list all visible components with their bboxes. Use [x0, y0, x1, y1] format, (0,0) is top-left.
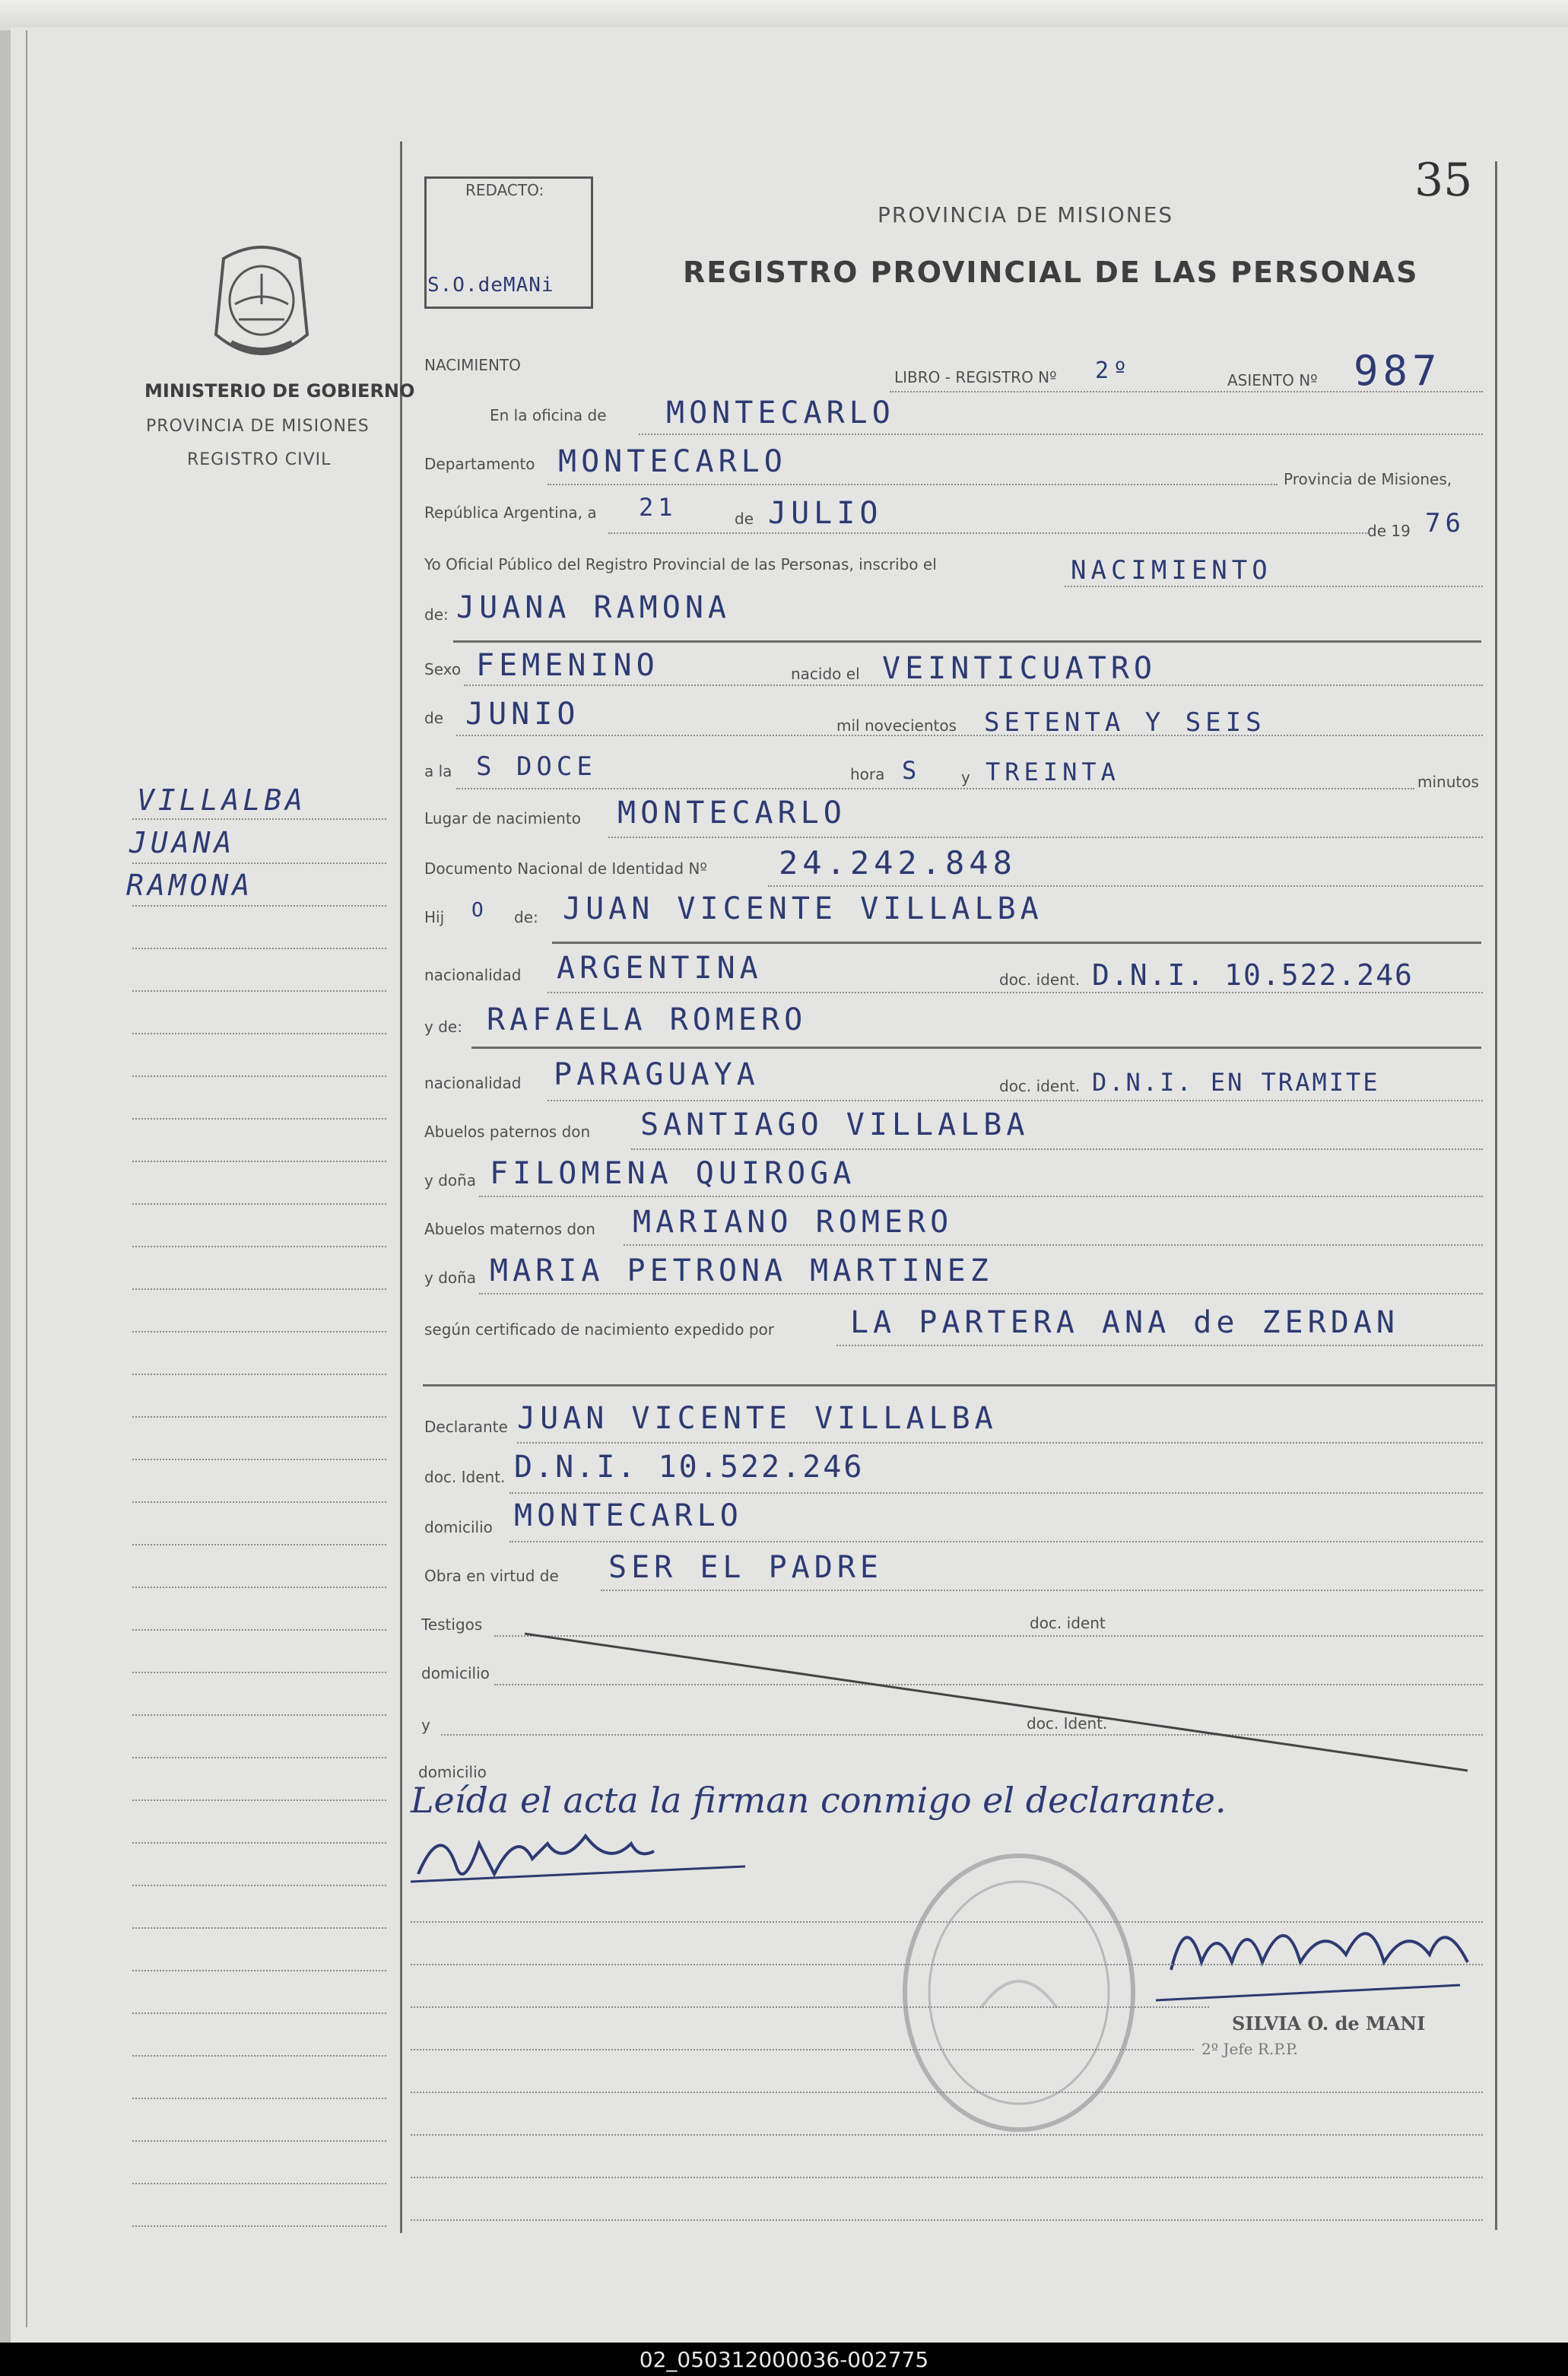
form-right-border [1495, 161, 1497, 2230]
anio-label: de 19 [1367, 522, 1411, 540]
libro-value: 2º [1095, 357, 1132, 384]
departamento-value: MONTECARLO [558, 444, 787, 479]
doc-padre-label: doc. ident. [999, 970, 1081, 989]
doc-madre-value: D.N.I. EN TRAMITE [1092, 1068, 1380, 1097]
testigos-cancel-line [525, 1631, 1483, 1775]
provincia-suffix: Provincia de Misiones, [1284, 470, 1452, 488]
margin-note-name1: JUANA [129, 826, 236, 859]
record-type-label: NACIMIENTO [424, 356, 521, 374]
mes-value: JULIO [768, 496, 883, 531]
testigos-label: Testigos [421, 1615, 483, 1634]
section-divider-4 [423, 1384, 1495, 1387]
declarant-signature [411, 1813, 760, 1897]
de2-label: de [424, 709, 443, 727]
domicilio-label: domicilio [424, 1518, 493, 1536]
declarante-doc-value: D.N.I. 10.522.246 [514, 1450, 865, 1485]
footer-image-id: 02_050312000036-002775 [639, 2347, 929, 2372]
asiento-label: ASIENTO Nº [1227, 371, 1318, 389]
certificado-value: LA PARTERA ANA de ZERDAN [850, 1305, 1399, 1340]
minutos-value: TREINTA [986, 758, 1120, 786]
anio-value: 76 [1425, 508, 1465, 538]
de-nombre-label: de: [424, 605, 449, 624]
testigos-domicilio2-label: domicilio [418, 1763, 487, 1781]
declarante-label: Declarante [424, 1418, 508, 1436]
nacionalidad-madre-label: nacionalidad [424, 1074, 522, 1092]
abuelos-maternos-label: Abuelos maternos don [424, 1220, 595, 1238]
horas-label: hora [850, 765, 885, 783]
dia-value: 21 [639, 493, 678, 522]
closing-note: Leída el acta la firman conmigo el declarante. [411, 1780, 1227, 1821]
dni-value: 24.242.848 [779, 844, 1017, 881]
padre-value: JUAN VICENTE VILLALBA [563, 891, 1043, 926]
minutos-label: minutos [1417, 773, 1479, 791]
inscribo-value: NACIMIENTO [1071, 555, 1272, 586]
mil-label: mil novecientos [836, 716, 957, 735]
sidebar-registry: REGISTRO CIVIL [187, 450, 332, 469]
testigos-domicilio-label: domicilio [421, 1664, 490, 1682]
official-role: 2º Jefe R.P.P. [1201, 2040, 1298, 2058]
nacido-value: VEINTICUATRO [882, 651, 1157, 686]
official-name: SILVIA O. de MANI [1232, 2012, 1426, 2035]
madre-value: RAFAELA ROMERO [487, 1002, 808, 1037]
abuela-materna-value: MARIA PETRONA MARTINEZ [490, 1253, 993, 1288]
nacionalidad-madre-value: PARAGUAYA [554, 1057, 760, 1092]
hora-value: S DOCE [476, 751, 597, 782]
testigos-doc2-label: doc. Ident. [1027, 1714, 1108, 1733]
y-minutos-label: y [961, 768, 970, 786]
abuelos-paternos-value: SANTIAGO VILLALBA [640, 1107, 1030, 1142]
obra-value: SER EL PADRE [608, 1550, 883, 1585]
nacionalidad-padre-label: nacionalidad [424, 966, 522, 984]
nombre-value: JUANA RAMONA [456, 590, 731, 625]
section-divider-2 [552, 942, 1481, 944]
sidebar-province: PROVINCIA DE MISIONES [146, 417, 370, 436]
asiento-value: 987 [1354, 347, 1442, 395]
official-signature [1156, 1879, 1490, 2015]
section-divider-1 [453, 640, 1481, 643]
departamento-label: Departamento [424, 455, 535, 473]
margin-note-surname: VILLALBA [137, 783, 307, 817]
form-left-border [400, 141, 402, 2233]
header-province: PROVINCIA DE MISIONES [878, 202, 1174, 227]
mes-nac-value: JUNIO [465, 697, 580, 732]
ala-label: a la [424, 762, 452, 780]
official-stamp [890, 1841, 1148, 2145]
oficial-text: Yo Oficial Público del Registro Provincial de las Personas, inscribo el [424, 555, 937, 573]
libro-label: LIBRO - REGISTRO Nº [894, 368, 1057, 386]
left-margin-line [26, 30, 27, 2327]
oficina-value: MONTECARLO [666, 395, 895, 430]
abuela-paterna-value: FILOMENA QUIROGA [490, 1156, 856, 1191]
sexo-label: Sexo [424, 660, 462, 678]
redacto-value: S.O.deMANi [427, 274, 554, 297]
doc-madre-label: doc. ident. [999, 1077, 1081, 1095]
y-de-label: y de: [424, 1018, 462, 1036]
horas-suffix: S [902, 756, 922, 785]
dni-label: Documento Nacional de Identidad Nº [424, 859, 707, 878]
anio-nac-value: SETENTA Y SEIS [984, 707, 1266, 738]
section-divider-3 [471, 1047, 1481, 1049]
page-top-edge [0, 0, 1568, 30]
doc-padre-value: D.N.I. 10.522.246 [1092, 958, 1414, 992]
page-title: REGISTRO PROVINCIAL DE LAS PERSONAS [683, 256, 1419, 289]
y-dona-2-label: y doña [424, 1269, 477, 1287]
domicilio-value: MONTECARLO [514, 1498, 743, 1533]
declarante-value: JUAN VICENTE VILLALBA [517, 1401, 998, 1436]
nacionalidad-padre-value: ARGENTINA [557, 951, 763, 986]
certificado-label: según certificado de nacimiento expedido por [424, 1320, 774, 1339]
hijo-de-label: de: [514, 908, 538, 926]
sidebar-ministry: MINISTERIO DE GOBIERNO [144, 380, 415, 402]
abuelos-paternos-label: Abuelos paternos don [424, 1123, 591, 1141]
de-mes-label: de [735, 510, 754, 528]
obra-label: Obra en virtud de [424, 1567, 559, 1585]
hijo-label: Hij [424, 908, 445, 926]
provincial-seal [201, 236, 322, 373]
declarante-doc-label: doc. Ident. [424, 1468, 506, 1486]
sexo-value: FEMENINO [476, 648, 659, 683]
hijo-suffix: O [471, 899, 488, 922]
republica-label: República Argentina, a [424, 503, 597, 522]
testigos-doc-label: doc. ident [1030, 1614, 1106, 1632]
nacido-label: nacido el [791, 665, 860, 683]
redacto-label: REDACTO: [465, 181, 544, 199]
testigos-y-label: y [421, 1716, 430, 1734]
y-dona-1-label: y doña [424, 1171, 477, 1190]
abuelos-maternos-value: MARIANO ROMERO [633, 1205, 954, 1240]
oficina-label: En la oficina de [490, 406, 607, 424]
lugar-value: MONTECARLO [617, 796, 846, 831]
page-number: 35 [1414, 154, 1473, 207]
margin-note-name2: RAMONA [126, 869, 254, 902]
lugar-label: Lugar de nacimiento [424, 809, 581, 827]
